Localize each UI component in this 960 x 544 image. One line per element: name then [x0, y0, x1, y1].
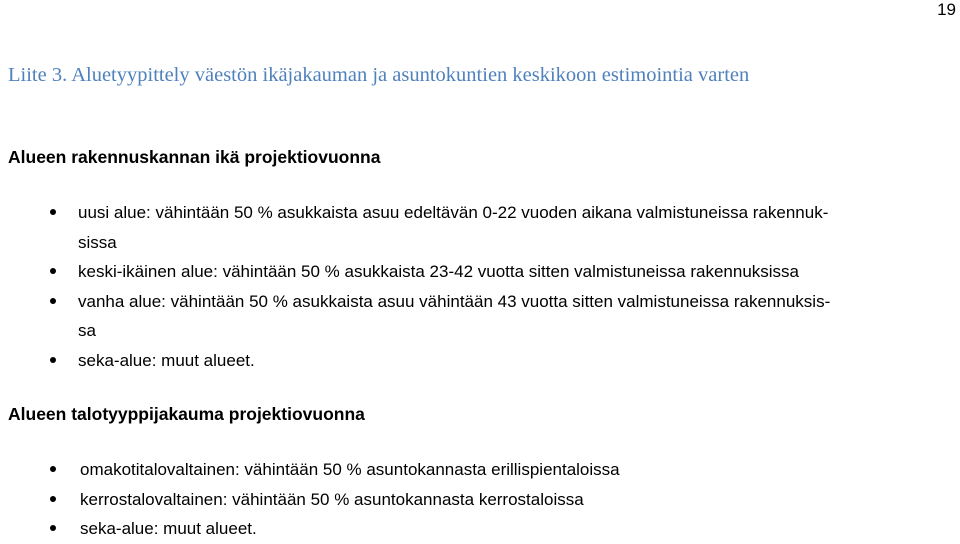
housing-type-list	[80, 455, 950, 544]
page-number: 19	[937, 0, 956, 19]
list-item-text: vanha alue: vähintään 50 % asukkaista asuu vähintään 43 vuotta sitten valmistuneissa rakennuksis-	[78, 291, 831, 311]
bullet-icon	[50, 525, 56, 531]
building-age-list	[78, 198, 950, 375]
list-item	[78, 198, 950, 257]
bullet-icon	[50, 357, 56, 363]
list-item-text: seka-alue: muut alueet.	[80, 519, 257, 538]
bullet-icon	[50, 298, 56, 304]
list-item-text: keski-ikäinen alue: vähintään 50 % asukkaista 23-42 vuotta sitten valmistuneissa rakennuksissa	[78, 262, 800, 281]
list-item	[78, 257, 950, 287]
list-item	[80, 485, 950, 515]
section-heading-housing-type: Alueen talotyyppijakauma projektiovuonna	[8, 404, 365, 424]
list-item-text: uusi alue: vähintään 50 % asukkaista asuu edeltävän 0-22 vuoden aikana valmistuneissa rakennuk-	[78, 203, 829, 222]
bullet-icon	[50, 268, 56, 274]
appendix-title: Liite 3. Aluetyypittely väestön ikäjakauman ja asuntokuntien keskikoon estimointia varten	[8, 64, 750, 86]
list-item	[78, 346, 950, 376]
list-item	[80, 514, 950, 544]
bullet-icon	[50, 209, 56, 215]
list-item-text-continued: sa	[78, 321, 96, 340]
list-item-text: seka-alue: muut alueet.	[78, 350, 255, 370]
bullet-icon	[50, 466, 56, 472]
list-item	[78, 287, 950, 346]
bullet-icon	[50, 496, 56, 502]
list-item-text: kerrostalovaltainen: vähintään 50 % asuntokannasta kerrostaloissa	[80, 489, 584, 509]
section-heading-building-age: Alueen rakennuskannan ikä projektiovuonna	[8, 147, 381, 167]
list-item	[80, 455, 950, 485]
list-item-text: omakotitalovaltainen: vähintään 50 % asuntokannasta erillispientaloissa	[80, 460, 620, 479]
list-item-text-continued: sissa	[78, 232, 117, 252]
